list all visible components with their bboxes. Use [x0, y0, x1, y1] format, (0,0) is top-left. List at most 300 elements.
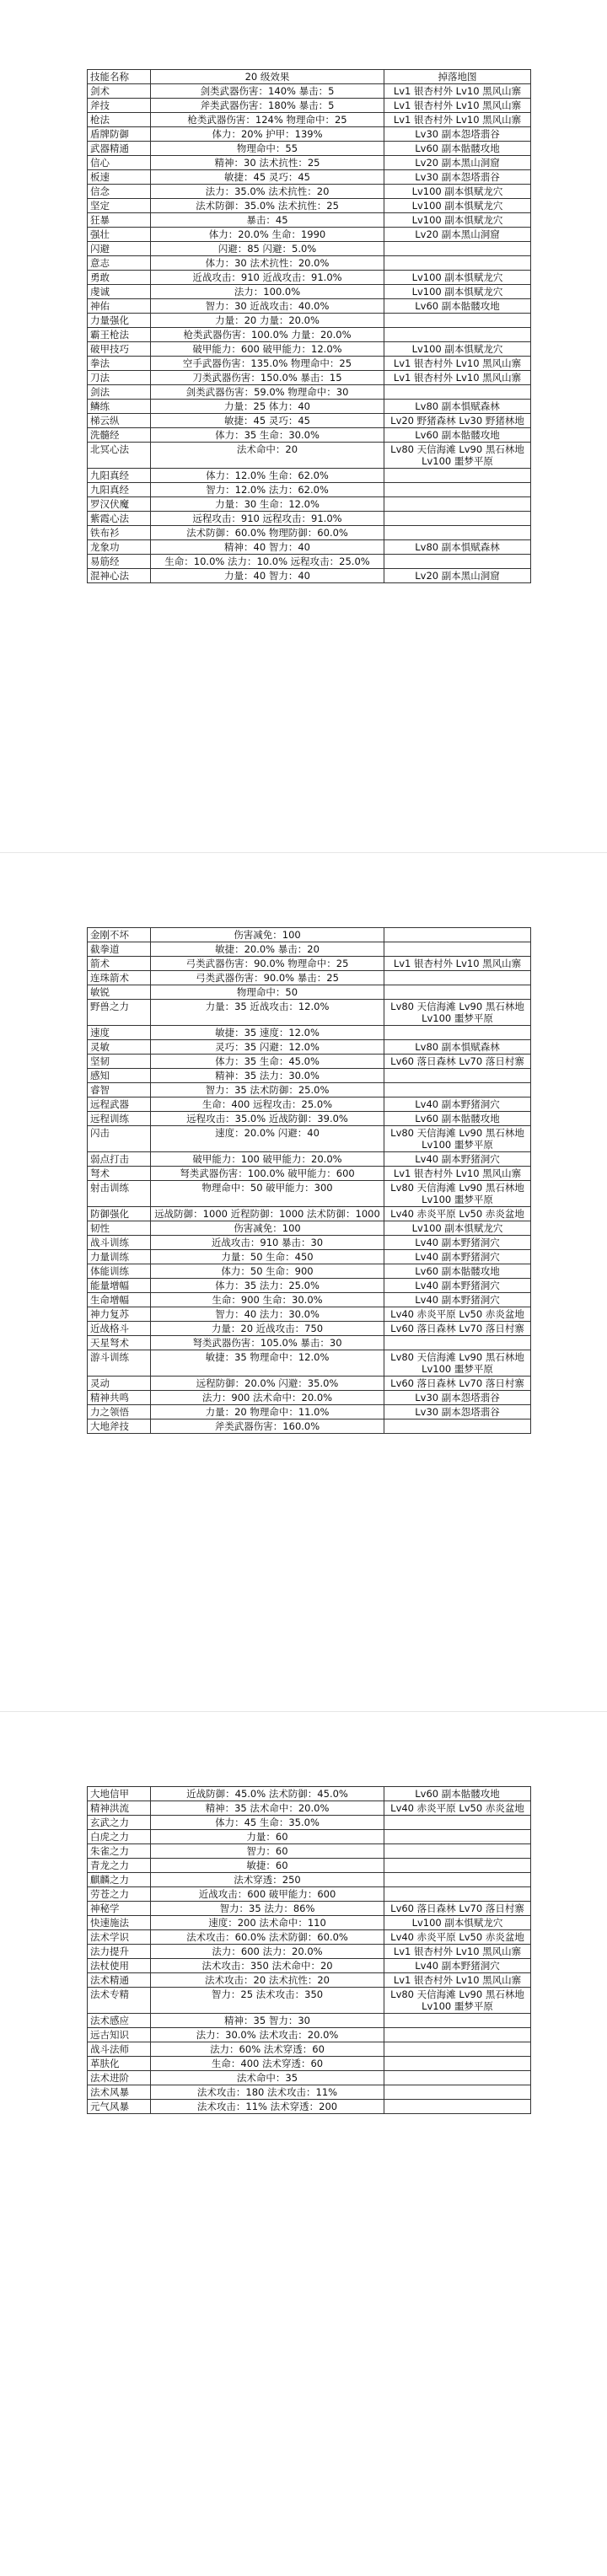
- skill-name-cell: 武器精通: [88, 142, 151, 156]
- skill-name-cell: 意志: [88, 256, 151, 271]
- skill-name-cell: 睿智: [88, 1083, 151, 1097]
- drop-map-cell: Lv100 副本惧赋龙穴: [384, 185, 531, 199]
- table-row: [88, 170, 531, 185]
- drop-map-cell: 掉落地图: [384, 70, 531, 84]
- skill-name-cell: 梯云纵: [88, 414, 151, 428]
- drop-map-cell: [384, 1859, 531, 1873]
- table-row: [88, 512, 531, 526]
- drop-map-cell: Lv40 副本野猪洞穴: [384, 1250, 531, 1264]
- effect-cell: 敏捷：35 速度：12.0%: [151, 1026, 384, 1040]
- effect-cell: 敏捷：60: [151, 1859, 384, 1873]
- table-row: [88, 428, 531, 443]
- effect-cell: 精神：35 智力：30: [151, 2014, 384, 2028]
- effect-cell: 体力：35 法力：25.0%: [151, 1279, 384, 1293]
- table-row: [88, 371, 531, 385]
- drop-map-cell: Lv1 银杏村外 Lv10 黑风山寨: [384, 1167, 531, 1181]
- effect-cell: 力量：60: [151, 1830, 384, 1844]
- skill-name-cell: 铁布衫: [88, 526, 151, 540]
- skill-name-cell: 箭术: [88, 957, 151, 971]
- drop-map-cell: [384, 928, 531, 942]
- table-row: [88, 928, 531, 942]
- skill-name-cell: 拳法: [88, 357, 151, 371]
- skill-name-cell: 截拳道: [88, 942, 151, 957]
- skill-name-cell: 天星弩术: [88, 1336, 151, 1350]
- skills-table-3: [87, 1786, 531, 2114]
- skill-name-cell: 射击训练: [88, 1181, 151, 1207]
- table-row: [88, 1152, 531, 1167]
- effect-cell: 近战攻击：600 破甲能力：600: [151, 1887, 384, 1902]
- effect-cell: 智力：25 法术攻击：350: [151, 1988, 384, 2014]
- drop-map-cell: Lv1 银杏村外 Lv10 黑风山寨: [384, 957, 531, 971]
- skill-name-cell: 玄武之力: [88, 1816, 151, 1830]
- skill-name-cell: 板速: [88, 170, 151, 185]
- skill-name-cell: 坚定: [88, 199, 151, 213]
- effect-cell: 法术攻击：60.0% 法术防御：60.0%: [151, 1930, 384, 1945]
- drop-map-cell: [384, 314, 531, 328]
- drop-map-cell: Lv20 副本黑山洞窟: [384, 569, 531, 583]
- table-row: [88, 1787, 531, 1801]
- drop-map-cell: Lv40 副本野猪洞穴: [384, 1236, 531, 1250]
- table-row: [88, 2014, 531, 2028]
- table-row: [88, 526, 531, 540]
- effect-cell: 体力：35 生命：30.0%: [151, 428, 384, 443]
- drop-map-cell: Lv20 副本黑山洞窟: [384, 228, 531, 242]
- skill-name-cell: 技能名称: [88, 70, 151, 84]
- effect-cell: 法力：600 法力：20.0%: [151, 1945, 384, 1959]
- table-row: [88, 1801, 531, 1816]
- table-row: [88, 1322, 531, 1336]
- skill-name-cell: 洗髓经: [88, 428, 151, 443]
- drop-map-cell: Lv40 副本野猪洞穴: [384, 1152, 531, 1167]
- effect-cell: 智力：40 法力：30.0%: [151, 1307, 384, 1322]
- effect-cell: 远战防御：1000 近程防御：1000 法术防御：1000: [151, 1207, 384, 1221]
- drop-map-cell: Lv100 副本惧赋龙穴: [384, 1221, 531, 1236]
- effect-cell: 力量：25 体力：40: [151, 400, 384, 414]
- skill-name-cell: 坚韧: [88, 1055, 151, 1069]
- effect-cell: 智力：60: [151, 1844, 384, 1859]
- skill-name-cell: 法术风暴: [88, 2085, 151, 2100]
- effect-cell: 法力：900 法术命中：20.0%: [151, 1391, 384, 1405]
- skill-name-cell: 九阳真经: [88, 483, 151, 497]
- table-row: [88, 385, 531, 400]
- table-row: [88, 1930, 531, 1945]
- skill-name-cell: 混神心法: [88, 569, 151, 583]
- drop-map-cell: Lv100 副本惧赋龙穴: [384, 271, 531, 285]
- skill-name-cell: 法术专精: [88, 1988, 151, 2014]
- effect-cell: 法术穿透：250: [151, 1873, 384, 1887]
- skill-name-cell: 法术精通: [88, 1973, 151, 1988]
- skill-name-cell: 闪避: [88, 242, 151, 256]
- table-row: [88, 1959, 531, 1973]
- table-row: [88, 1181, 531, 1207]
- drop-map-cell: Lv100 副本惧赋龙穴: [384, 199, 531, 213]
- drop-map-cell: [384, 555, 531, 569]
- effect-cell: 法力：60% 法术穿透：60: [151, 2042, 384, 2057]
- skill-name-cell: 信念: [88, 185, 151, 199]
- drop-map-cell: [384, 2057, 531, 2071]
- effect-cell: 敏捷：20.0% 暴击：20: [151, 942, 384, 957]
- effect-cell: 枪类武器伤害：124% 物理命中：25: [151, 113, 384, 127]
- effect-cell: 体力：50 生命：900: [151, 1264, 384, 1279]
- table-row: [88, 185, 531, 199]
- skill-name-cell: 体能训练: [88, 1264, 151, 1279]
- effect-cell: 体力：12.0% 生命：62.0%: [151, 469, 384, 483]
- table-row: [88, 1264, 531, 1279]
- effect-cell: 闪避：85 闪避：5.0%: [151, 242, 384, 256]
- table-row: [88, 2042, 531, 2057]
- drop-map-cell: Lv80 天信海滩 Lv90 黑石林地 Lv100 噩梦平原: [384, 443, 531, 469]
- effect-cell: 精神：35 法力：30.0%: [151, 1069, 384, 1083]
- drop-map-cell: [384, 1069, 531, 1083]
- drop-map-cell: Lv60 落日森林 Lv70 落日村寨: [384, 1902, 531, 1916]
- table-row: [88, 555, 531, 569]
- drop-map-cell: Lv80 天信海滩 Lv90 黑石林地 Lv100 噩梦平原: [384, 1000, 531, 1026]
- effect-cell: 力量：20 近战攻击：750: [151, 1322, 384, 1336]
- table-row: [88, 1973, 531, 1988]
- drop-map-cell: Lv30 副本怨塔翡谷: [384, 170, 531, 185]
- drop-map-cell: Lv40 赤炎平原 Lv50 赤炎盆地: [384, 1207, 531, 1221]
- skill-name-cell: 灵动: [88, 1377, 151, 1391]
- page-1: [0, 0, 607, 852]
- skill-name-cell: 虔诚: [88, 285, 151, 299]
- drop-map-cell: Lv1 银杏村外 Lv10 黑风山寨: [384, 99, 531, 113]
- table-row: [88, 1945, 531, 1959]
- skill-name-cell: 斧技: [88, 99, 151, 113]
- effect-cell: 智力：35 法术防御：25.0%: [151, 1083, 384, 1097]
- table-row: [88, 1040, 531, 1055]
- skill-name-cell: 白虎之力: [88, 1830, 151, 1844]
- drop-map-cell: Lv80 天信海滩 Lv90 黑石林地 Lv100 噩梦平原: [384, 1126, 531, 1152]
- table-row: [88, 1419, 531, 1434]
- table-row: [88, 299, 531, 314]
- skill-name-cell: 近战格斗: [88, 1322, 151, 1336]
- table-row: [88, 1902, 531, 1916]
- drop-map-cell: [384, 512, 531, 526]
- skill-name-cell: 鳞练: [88, 400, 151, 414]
- skill-name-cell: 远程训练: [88, 1112, 151, 1126]
- drop-map-cell: Lv60 副本骷髅攻地: [384, 1787, 531, 1801]
- effect-cell: 远程防御：20.0% 闪避：35.0%: [151, 1377, 384, 1391]
- drop-map-cell: Lv20 野猪森林 Lv30 野猪林地: [384, 414, 531, 428]
- table-row: [88, 285, 531, 299]
- skill-name-cell: 战斗法师: [88, 2042, 151, 2057]
- skill-name-cell: 法术进阶: [88, 2071, 151, 2085]
- drop-map-cell: Lv40 赤炎平原 Lv50 赤炎盆地: [384, 1930, 531, 1945]
- skill-name-cell: 信心: [88, 156, 151, 170]
- drop-map-cell: Lv40 副本野猪洞穴: [384, 1097, 531, 1112]
- effect-cell: 法术命中：35: [151, 2071, 384, 2085]
- skill-name-cell: 法力提升: [88, 1945, 151, 1959]
- table-row: [88, 357, 531, 371]
- effect-cell: 体力：45 生命：35.0%: [151, 1816, 384, 1830]
- effect-cell: 破甲能力：100 破甲能力：20.0%: [151, 1152, 384, 1167]
- drop-map-cell: Lv40 副本野猪洞穴: [384, 1959, 531, 1973]
- table-row: [88, 1083, 531, 1097]
- effect-cell: 弩类武器伤害：105.0% 暴击：30: [151, 1336, 384, 1350]
- drop-map-cell: [384, 242, 531, 256]
- effect-cell: 精神：40 智力：40: [151, 540, 384, 555]
- effect-cell: 精神：30 法术抗性：25: [151, 156, 384, 170]
- drop-map-cell: Lv1 银杏村外 Lv10 黑风山寨: [384, 84, 531, 99]
- drop-map-cell: Lv60 副本骷髅攻地: [384, 428, 531, 443]
- skill-name-cell: 能量增幅: [88, 1279, 151, 1293]
- skill-name-cell: 敏锐: [88, 985, 151, 1000]
- effect-cell: 生命：400 法术穿透：60: [151, 2057, 384, 2071]
- table-row: [88, 414, 531, 428]
- effect-cell: 生命：10.0% 法力：10.0% 远程攻击：25.0%: [151, 555, 384, 569]
- effect-cell: 近战攻击：910 近战攻击：91.0%: [151, 271, 384, 285]
- table-row: [88, 540, 531, 555]
- effect-cell: 法术攻击：11% 法术穿透：200: [151, 2100, 384, 2114]
- table-row: [88, 228, 531, 242]
- skill-name-cell: 劳苍之力: [88, 1887, 151, 1902]
- table-row: [88, 469, 531, 483]
- effect-cell: 空手武器伤害：135.0% 物理命中：25: [151, 357, 384, 371]
- skill-name-cell: 快速施法: [88, 1916, 151, 1930]
- skill-name-cell: 易筋经: [88, 555, 151, 569]
- table-row: [88, 342, 531, 357]
- table-row: [88, 1916, 531, 1930]
- effect-cell: 体力：30 法术抗性：20.0%: [151, 256, 384, 271]
- effect-cell: 伤害减免：100: [151, 1221, 384, 1236]
- skill-name-cell: 盾牌防御: [88, 127, 151, 142]
- page-3: [0, 1712, 607, 2576]
- effect-cell: 精神：35 法术命中：20.0%: [151, 1801, 384, 1816]
- effect-cell: 法术攻击：180 法术攻击：11%: [151, 2085, 384, 2100]
- drop-map-cell: [384, 328, 531, 342]
- effect-cell: 斧类武器伤害：160.0%: [151, 1419, 384, 1434]
- skill-name-cell: 生命增幅: [88, 1293, 151, 1307]
- skill-name-cell: 防御强化: [88, 1207, 151, 1221]
- drop-map-cell: Lv100 副本惧赋龙穴: [384, 1916, 531, 1930]
- skill-name-cell: 强壮: [88, 228, 151, 242]
- table-row: [88, 1887, 531, 1902]
- skill-name-cell: 北冥心法: [88, 443, 151, 469]
- table-row: [88, 242, 531, 256]
- skill-name-cell: 法术学识: [88, 1930, 151, 1945]
- table-row: [88, 1026, 531, 1040]
- table-row: [88, 314, 531, 328]
- table-row: [88, 1307, 531, 1322]
- table-row: [88, 113, 531, 127]
- skill-name-cell: 远古知识: [88, 2028, 151, 2042]
- drop-map-cell: Lv60 副本骷髅攻地: [384, 299, 531, 314]
- table-row: [88, 497, 531, 512]
- effect-cell: 远程攻击：910 远程攻击：91.0%: [151, 512, 384, 526]
- effect-cell: 敏捷：45 灵巧：45: [151, 170, 384, 185]
- effect-cell: 生命：900 生命：30.0%: [151, 1293, 384, 1307]
- drop-map-cell: [384, 2085, 531, 2100]
- effect-cell: 法术攻击：350 法术命中：20: [151, 1959, 384, 1973]
- drop-map-cell: Lv100 副本惧赋龙穴: [384, 213, 531, 228]
- effect-cell: 弩类武器伤害：100.0% 破甲能力：600: [151, 1167, 384, 1181]
- skill-name-cell: 青龙之力: [88, 1859, 151, 1873]
- effect-cell: 法力：100.0%: [151, 285, 384, 299]
- effect-cell: 体力：20% 护甲：139%: [151, 127, 384, 142]
- skill-name-cell: 九阳真经: [88, 469, 151, 483]
- effect-cell: 弓类武器伤害：90.0% 暴击：25: [151, 971, 384, 985]
- effect-cell: 法术防御：35.0% 法术抗性：25: [151, 199, 384, 213]
- table-row: [88, 1293, 531, 1307]
- drop-map-cell: Lv100 副本惧赋龙穴: [384, 285, 531, 299]
- table-row: [88, 1167, 531, 1181]
- drop-map-cell: Lv60 落日森林 Lv70 落日村寨: [384, 1322, 531, 1336]
- skill-name-cell: 剑术: [88, 84, 151, 99]
- skill-name-cell: 游斗训练: [88, 1350, 151, 1377]
- skill-name-cell: 力量强化: [88, 314, 151, 328]
- drop-map-cell: Lv100 副本惧赋龙穴: [384, 342, 531, 357]
- table-row: [88, 2071, 531, 2085]
- page-2: [0, 853, 607, 1711]
- effect-cell: 远程攻击：35.0% 近战防御：39.0%: [151, 1112, 384, 1126]
- skill-name-cell: 神秘学: [88, 1902, 151, 1916]
- drop-map-cell: [384, 2100, 531, 2114]
- drop-map-cell: Lv30 副本怨塔翡谷: [384, 1405, 531, 1419]
- drop-map-cell: Lv80 副本惧赋森林: [384, 540, 531, 555]
- drop-map-cell: [384, 971, 531, 985]
- drop-map-cell: [384, 1336, 531, 1350]
- table-row: [88, 1097, 531, 1112]
- effect-cell: 生命：400 远程攻击：25.0%: [151, 1097, 384, 1112]
- effect-cell: 暴击：45: [151, 213, 384, 228]
- table-row: [88, 1336, 531, 1350]
- effect-cell: 速度：20.0% 闪避：40: [151, 1126, 384, 1152]
- drop-map-cell: Lv60 副本骷髅攻地: [384, 1264, 531, 1279]
- drop-map-cell: [384, 483, 531, 497]
- table-row: [88, 1069, 531, 1083]
- table-row: [88, 569, 531, 583]
- drop-map-cell: Lv30 副本怨塔翡谷: [384, 1391, 531, 1405]
- table-row: [88, 443, 531, 469]
- effect-cell: 体力：20.0% 生命：1990: [151, 228, 384, 242]
- drop-map-cell: [384, 2028, 531, 2042]
- effect-cell: 速度：200 法术命中：110: [151, 1916, 384, 1930]
- table-row: [88, 1207, 531, 1221]
- drop-map-cell: [384, 1844, 531, 1859]
- effect-cell: 法术攻击：20 法术抗性：20: [151, 1973, 384, 1988]
- table-row: [88, 1859, 531, 1873]
- table-row: [88, 1873, 531, 1887]
- drop-map-cell: Lv1 银杏村外 Lv10 黑风山寨: [384, 357, 531, 371]
- table-row: [88, 199, 531, 213]
- skill-name-cell: 力量训练: [88, 1250, 151, 1264]
- drop-map-cell: [384, 985, 531, 1000]
- skill-name-cell: 闪击: [88, 1126, 151, 1152]
- drop-map-cell: [384, 942, 531, 957]
- skill-name-cell: 破甲技巧: [88, 342, 151, 357]
- effect-cell: 力量：30 生命：12.0%: [151, 497, 384, 512]
- table-row: [88, 1236, 531, 1250]
- table-row: [88, 2100, 531, 2114]
- skill-name-cell: 刀法: [88, 371, 151, 385]
- skill-name-cell: 弱点打击: [88, 1152, 151, 1167]
- skill-name-cell: 远程武器: [88, 1097, 151, 1112]
- table-row: [88, 328, 531, 342]
- table-row: [88, 942, 531, 957]
- effect-cell: 体力：35 生命：45.0%: [151, 1055, 384, 1069]
- table-row: [88, 271, 531, 285]
- table-row: [88, 1830, 531, 1844]
- table-row: [88, 1000, 531, 1026]
- skill-name-cell: 战斗训练: [88, 1236, 151, 1250]
- effect-cell: 弓类武器伤害：90.0% 物理命中：25: [151, 957, 384, 971]
- skill-name-cell: 速度: [88, 1026, 151, 1040]
- table-row: [88, 99, 531, 113]
- skill-name-cell: 韧性: [88, 1221, 151, 1236]
- effect-cell: 敏捷：45 灵巧：45: [151, 414, 384, 428]
- drop-map-cell: Lv60 副本骷髅攻地: [384, 142, 531, 156]
- drop-map-cell: Lv80 副本惧赋森林: [384, 1040, 531, 1055]
- table-row: [88, 1405, 531, 1419]
- table-row: [88, 127, 531, 142]
- drop-map-cell: Lv40 赤炎平原 Lv50 赤炎盆地: [384, 1307, 531, 1322]
- drop-map-cell: Lv40 赤炎平原 Lv50 赤炎盆地: [384, 1801, 531, 1816]
- skills-table-1: [87, 69, 531, 583]
- table-header-row: [88, 70, 531, 84]
- drop-map-cell: [384, 2042, 531, 2057]
- table-row: [88, 1988, 531, 2014]
- skill-name-cell: 力之领悟: [88, 1405, 151, 1419]
- effect-cell: 智力：30 近战攻击：40.0%: [151, 299, 384, 314]
- drop-map-cell: [384, 1830, 531, 1844]
- drop-map-cell: [384, 2071, 531, 2085]
- drop-map-cell: Lv80 天信海滩 Lv90 黑石林地 Lv100 噩梦平原: [384, 1350, 531, 1377]
- skill-name-cell: 朱雀之力: [88, 1844, 151, 1859]
- effect-cell: 力量：35 近战攻击：12.0%: [151, 1000, 384, 1026]
- drop-map-cell: [384, 526, 531, 540]
- table-row: [88, 1844, 531, 1859]
- table-row: [88, 142, 531, 156]
- skill-name-cell: 弩术: [88, 1167, 151, 1181]
- drop-map-cell: [384, 1026, 531, 1040]
- table-row: [88, 957, 531, 971]
- skill-name-cell: 龙象功: [88, 540, 151, 555]
- effect-cell: 20 级效果: [151, 70, 384, 84]
- table-row: [88, 1112, 531, 1126]
- effect-cell: 枪类武器伤害：100.0% 力量：20.0%: [151, 328, 384, 342]
- drop-map-cell: [384, 256, 531, 271]
- skill-name-cell: 金刚不坏: [88, 928, 151, 942]
- drop-map-cell: Lv60 落日森林 Lv70 落日村寨: [384, 1377, 531, 1391]
- effect-cell: 法力：35.0% 法术抗性：20: [151, 185, 384, 199]
- effect-cell: 剑类武器伤害：59.0% 物理命中：30: [151, 385, 384, 400]
- effect-cell: 近战防御：45.0% 法术防御：45.0%: [151, 1787, 384, 1801]
- skill-name-cell: 麒麟之力: [88, 1873, 151, 1887]
- table-row: [88, 256, 531, 271]
- drop-map-cell: Lv1 银杏村外 Lv10 黑风山寨: [384, 1945, 531, 1959]
- table-row: [88, 1250, 531, 1264]
- skill-name-cell: 元气风暴: [88, 2100, 151, 2114]
- table-row: [88, 1221, 531, 1236]
- skill-name-cell: 霸王枪法: [88, 328, 151, 342]
- table-row: [88, 985, 531, 1000]
- effect-cell: 敏捷：35 物理命中：12.0%: [151, 1350, 384, 1377]
- drop-map-cell: Lv80 天信海滩 Lv90 黑石林地 Lv100 噩梦平原: [384, 1988, 531, 2014]
- effect-cell: 物理命中：55: [151, 142, 384, 156]
- drop-map-cell: Lv1 银杏村外 Lv10 黑风山寨: [384, 113, 531, 127]
- drop-map-cell: [384, 385, 531, 400]
- skill-name-cell: 大地信甲: [88, 1787, 151, 1801]
- table-row: [88, 1350, 531, 1377]
- skill-name-cell: 感知: [88, 1069, 151, 1083]
- effect-cell: 剑类武器伤害：140% 暴击：5: [151, 84, 384, 99]
- drop-map-cell: [384, 1083, 531, 1097]
- drop-map-cell: Lv1 银杏村外 Lv10 黑风山寨: [384, 371, 531, 385]
- drop-map-cell: Lv40 副本野猪洞穴: [384, 1279, 531, 1293]
- skill-name-cell: 野兽之力: [88, 1000, 151, 1026]
- drop-map-cell: [384, 1873, 531, 1887]
- drop-map-cell: Lv30 副本怨塔翡谷: [384, 127, 531, 142]
